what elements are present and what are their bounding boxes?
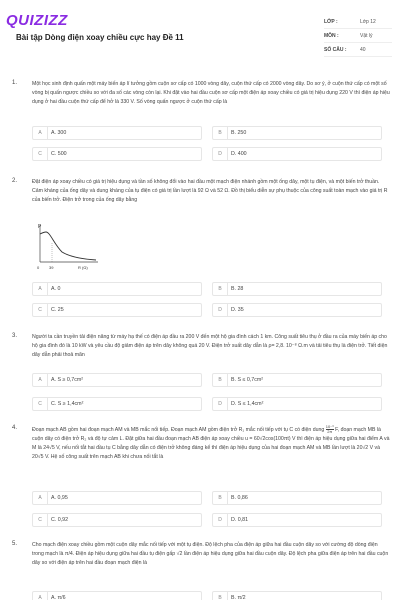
option-text: C. 25 bbox=[51, 307, 64, 313]
page-title: Bài tập Dòng điện xoay chiều cực hay Đề 11 bbox=[16, 33, 184, 42]
option-b[interactable] bbox=[212, 126, 382, 140]
meta-label: LỚP : bbox=[324, 18, 338, 25]
option-text: C. 0,92 bbox=[51, 517, 69, 523]
question-number: 4. bbox=[12, 425, 18, 431]
option-letter: C bbox=[33, 514, 48, 526]
meta-value: Vật lý bbox=[360, 32, 373, 39]
option-letter: A bbox=[33, 374, 48, 386]
option-text: D. 0,81 bbox=[231, 517, 249, 523]
question-text: Cho mạch điện xoay chiều gồm một cuộn dây mắc nối tiếp với một tụ điện. Độ lệch pha của điện áp giữa hai đầu cuộn dây so với cường độ dòng điện trong mạch là π/4. Điện áp hiệu dụng giữa hai đầu tụ điện gấp √2 lần điện áp hiệu dụng giữa hai đầu cuộn dây. Độ lệch pha giữa điện áp trên hai đầu cuộn dây so với điện áp trên hai đầu đoạn mạch điện là bbox=[32, 542, 389, 566]
graph-y-label: P bbox=[38, 224, 42, 230]
option-letter: A bbox=[33, 283, 48, 295]
option-text: A. 0,95 bbox=[51, 495, 68, 501]
option-letter: A bbox=[33, 127, 48, 139]
option-letter: D bbox=[213, 304, 228, 316]
option-d[interactable] bbox=[212, 147, 382, 161]
option-a[interactable] bbox=[32, 373, 202, 387]
question-number: 5. bbox=[12, 541, 18, 547]
option-letter: D bbox=[213, 514, 228, 526]
meta-row-class bbox=[324, 15, 392, 29]
option-c[interactable] bbox=[32, 397, 202, 411]
power-vs-resistance-graph bbox=[32, 222, 102, 270]
meta-table bbox=[324, 15, 392, 57]
graph-x-label: R (Ω) bbox=[78, 265, 88, 270]
option-text: D. 400 bbox=[231, 151, 247, 157]
question-text: Đặt điện áp xoay chiều có giá trị hiệu dụng và tần số không đổi vào hai đầu một mạch điện nhánh gồm một ống dây, một tụ điện, và một biến trở thuần. Cảm kháng của ống dây và dung kháng của tụ điện có giá trị lần lượt là 92 Ω và 52 Ω. Đồ thị biểu diễn sự phụ thuộc của công suất toàn mạch vào giá trị R của biến trở. Điện trở trong của ống dây bằng bbox=[32, 179, 388, 203]
capacitance-fraction bbox=[326, 425, 334, 434]
option-letter: B bbox=[213, 127, 228, 139]
question-text-part-2: F, đoạn mạch MB là cuộn dây có điện trở R₂ và độ tự cảm L. Đặt giữa hai đầu đoạn mạch AB điện áp xoay chiều u = 60√2cos(100πt) V thì điện áp hiệu dụng giữa hai điểm A và M là 24√5 V, nếu nối tắt hai đầu tụ C bằng dây dẫn có điện trở không đáng kể thì điện áp hiệu dụng của hai đoạn mạch AM và MB lần lượt là 20√2 V và 20√5 V. Hệ số công suất trên mạch AB khi chưa nối tắt là bbox=[32, 426, 390, 460]
option-letter: D bbox=[213, 148, 228, 160]
graph-origin-label: 0 bbox=[37, 265, 40, 270]
option-letter: B bbox=[213, 492, 228, 504]
option-d[interactable] bbox=[212, 397, 382, 411]
question-text bbox=[32, 425, 390, 462]
question-text: Người ta cần truyền tải điện năng từ máy hạ thế có điện áp đầu ra 200 V đến một hộ gia đình cách 1 km. Công suất tiêu thụ ở đầu ra của máy biến áp cho hộ gia đình đó là 10 kW và yêu cầu độ giảm điện áp trên dây không quá 20 V. Điện trở suất dây dẫn là ρ= 2,8. 10⁻⁸ Ω.m và tải tiêu thụ là điện trở. Tiết diện dây dẫn phải thoả mãn bbox=[32, 334, 388, 358]
option-c[interactable] bbox=[32, 303, 202, 317]
option-text: A. S ≥ 0,7cm² bbox=[51, 377, 84, 383]
option-letter: A bbox=[33, 492, 48, 504]
option-text: B. S ≤ 0,7cm² bbox=[231, 377, 264, 383]
option-b[interactable] bbox=[212, 591, 382, 600]
meta-value: 40 bbox=[360, 46, 366, 53]
worksheet-header bbox=[0, 0, 400, 70]
meta-label: MÔN : bbox=[324, 32, 339, 39]
meta-row-subject bbox=[324, 29, 392, 43]
option-d[interactable] bbox=[212, 303, 382, 317]
question-text: Một học sinh định quấn một máy biến áp lí tưởng gồm cuộn sơ cấp có 1000 vòng dây, cuộn thứ cấp có 2000 vòng dây. Do sơ ý, ở cuộn thứ cấp có một số vòng bị quấn ngược chiều so với đa số các vòng còn lại. Khi đặt vào hai đầu cuộn sơ cấp một điện áp xoay chiều có giá trị hiệu dụng 220 V thì điện áp hiệu dụng ở hai đầu cuộn thứ cấp để hở là 330 V. Số vòng quấn ngược ở cuộn thứ cấp là bbox=[32, 81, 390, 105]
graph-curve bbox=[40, 232, 96, 260]
option-text: A. 300 bbox=[51, 130, 67, 136]
option-text: B. 0,86 bbox=[231, 495, 248, 501]
question-number: 1. bbox=[12, 80, 18, 86]
option-text: D. S ≤ 1,4cm² bbox=[231, 401, 264, 407]
option-letter: C bbox=[33, 304, 48, 316]
meta-label: SỐ CÂU : bbox=[324, 46, 347, 53]
meta-value: Lớp 12 bbox=[360, 18, 376, 25]
option-c[interactable] bbox=[32, 513, 202, 527]
option-text: A. π/6 bbox=[51, 595, 66, 600]
option-letter: B bbox=[213, 592, 228, 600]
question-text-part-1: Đoạn mạch AB gồm hai đoạn mạch AM và MB mắc nối tiếp. Đoạn mạch AM gồm điện trở R₁ mắc nối tiếp với tụ C có điện dung bbox=[32, 426, 325, 433]
option-text: D. 35 bbox=[231, 307, 244, 313]
graph-tick-label: 39 bbox=[49, 265, 54, 270]
fraction-denominator: 2π bbox=[327, 429, 333, 434]
meta-row-count bbox=[324, 43, 392, 57]
option-text: B. 28 bbox=[231, 286, 244, 292]
question-number: 2. bbox=[12, 178, 18, 184]
option-a[interactable] bbox=[32, 491, 202, 505]
option-letter: C bbox=[33, 148, 48, 160]
option-letter: B bbox=[213, 374, 228, 386]
option-d[interactable] bbox=[212, 513, 382, 527]
question-number: 3. bbox=[12, 333, 18, 339]
option-b[interactable] bbox=[212, 491, 382, 505]
option-b[interactable] bbox=[212, 282, 382, 296]
option-a[interactable] bbox=[32, 282, 202, 296]
option-b[interactable] bbox=[212, 373, 382, 387]
option-letter: A bbox=[33, 592, 48, 600]
option-text: B. 250 bbox=[231, 130, 247, 136]
option-a[interactable] bbox=[32, 591, 202, 600]
option-letter: C bbox=[33, 398, 48, 410]
option-text: A. 0 bbox=[51, 286, 61, 292]
option-text: C. 500 bbox=[51, 151, 67, 157]
option-a[interactable] bbox=[32, 126, 202, 140]
fraction-numerator: 10⁻³ bbox=[325, 424, 334, 429]
option-text: B. π/2 bbox=[231, 595, 246, 600]
option-text: C. S ≥ 1,4cm² bbox=[51, 401, 84, 407]
option-c[interactable] bbox=[32, 147, 202, 161]
quizizz-logo: QUIZIZZ bbox=[6, 12, 68, 29]
option-letter: D bbox=[213, 398, 228, 410]
option-letter: B bbox=[213, 283, 228, 295]
